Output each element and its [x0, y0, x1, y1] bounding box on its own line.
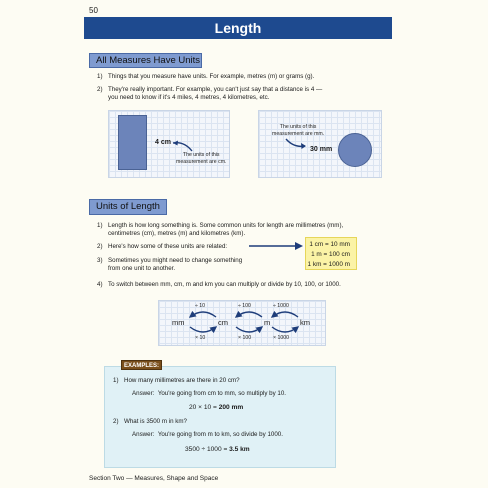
- multiply-arrow-icon: [272, 327, 298, 332]
- section1-point1: [97, 73, 314, 81]
- divide-arrow-icon: [236, 312, 262, 317]
- point-number: 4): [97, 281, 103, 288]
- point-number: 1): [97, 73, 103, 80]
- curved-arrow-icon: [284, 137, 308, 151]
- page-number: 50: [89, 6, 98, 15]
- point-number: 1): [97, 222, 103, 229]
- calc-expression: 3500 ÷ 1000 =: [185, 446, 230, 453]
- examples-tag: EXAMPLES:: [121, 360, 162, 370]
- question-number: 2): [113, 418, 119, 425]
- multiply-arrow-icon: [236, 327, 262, 332]
- section2-point2: [97, 243, 227, 251]
- divide-10-label: ÷ 10: [195, 303, 206, 309]
- conversion-box: [305, 237, 357, 270]
- unit-km: km: [300, 318, 310, 327]
- divide-100-label: ÷ 100: [238, 303, 251, 309]
- point-number: 2): [97, 243, 103, 250]
- calc-result: 3.5 km: [229, 446, 250, 453]
- divide-1000-label: ÷ 1000: [273, 303, 289, 309]
- circle-note: [272, 124, 324, 137]
- question-number: 1): [113, 377, 119, 384]
- multiply-1000-label: × 1000: [273, 335, 290, 341]
- conversion-km-m: 1 km = 1000 m: [307, 261, 350, 268]
- point-text: They're really important. For example, you can't just say that a distance is 4 —: [108, 86, 323, 93]
- section2-point4: [97, 281, 341, 289]
- circle-note-line1: The units of this: [279, 124, 317, 130]
- section2-point1-cont: centimetres (cm), metres (m) and kilometres (km).: [108, 230, 246, 237]
- example-question-1: [113, 377, 240, 385]
- section2-point3-cont: from one unit to another.: [108, 265, 176, 272]
- rectangle-note: [176, 152, 226, 165]
- unit-m: m: [264, 318, 271, 327]
- section-heading-units-of-length: Units of Length: [89, 199, 167, 215]
- answer-label: Answer:: [132, 390, 155, 397]
- circle-measurement: 30 mm: [310, 146, 333, 153]
- divide-arrow-icon: [272, 312, 298, 317]
- point-text: Length is how long something is. Some common units for length are millimetres (mm),: [108, 222, 344, 229]
- circle-shape: [338, 133, 372, 167]
- point-number: 2): [97, 86, 103, 93]
- conversion-cm-mm: 1 cm = 10 mm: [309, 241, 350, 248]
- example-calc-1: [189, 404, 243, 412]
- conversion-m-cm: 1 m = 100 cm: [311, 251, 350, 258]
- rectangle-note-line1: The units of this: [182, 152, 220, 158]
- point-text: Here's how some of these units are related:: [108, 243, 228, 250]
- example-question-2: [113, 418, 187, 426]
- section-heading-measures: All Measures Have Units: [89, 53, 202, 68]
- point-number: 3): [97, 257, 103, 264]
- calc-expression: 20 × 10 =: [189, 404, 219, 411]
- point-text: Sometimes you might need to change something: [108, 257, 243, 264]
- unit-cm: cm: [218, 318, 228, 327]
- divide-arrow-icon: [190, 312, 216, 317]
- answer-text: You're going from cm to mm, so multiply by 10.: [157, 390, 287, 397]
- example-answer-2: [132, 431, 283, 439]
- rectangle-shape: [118, 115, 147, 170]
- question-text: How many millimetres are there in 20 cm?: [124, 377, 240, 384]
- point-text: To switch between mm, cm, m and km you can multiply or divide by 10, 100, or 1000.: [108, 281, 341, 288]
- circle-note-line2: measurement are mm.: [272, 130, 325, 137]
- page-title: Length: [84, 17, 392, 39]
- question-text: What is 3500 m in km?: [124, 418, 187, 425]
- answer-label: Answer:: [132, 431, 155, 438]
- rectangle-measurement: 4 cm: [155, 139, 171, 146]
- example-calc-2: [185, 446, 250, 454]
- multiply-100-label: × 100: [238, 335, 252, 341]
- answer-text: You're going from m to km, so divide by 1000.: [157, 431, 283, 438]
- right-arrow-icon: [248, 241, 304, 251]
- multiply-10-label: × 10: [195, 335, 206, 341]
- point-text: Things that you measure have units. For example, metres (m) or grams (g).: [108, 73, 315, 80]
- example-answer-1: [132, 390, 286, 398]
- curved-arrow-icon: [170, 139, 194, 153]
- multiply-arrow-icon: [190, 327, 216, 332]
- rectangle-note-line2: measurement are cm.: [176, 158, 227, 165]
- unit-mm: mm: [172, 318, 185, 327]
- calc-result: 200 mm: [218, 404, 244, 411]
- section1-point2-cont: you need to know if it's 4 miles, 4 metres, 4 kilometres, etc.: [108, 94, 270, 101]
- page-footer: Section Two — Measures, Shape and Space: [89, 475, 219, 482]
